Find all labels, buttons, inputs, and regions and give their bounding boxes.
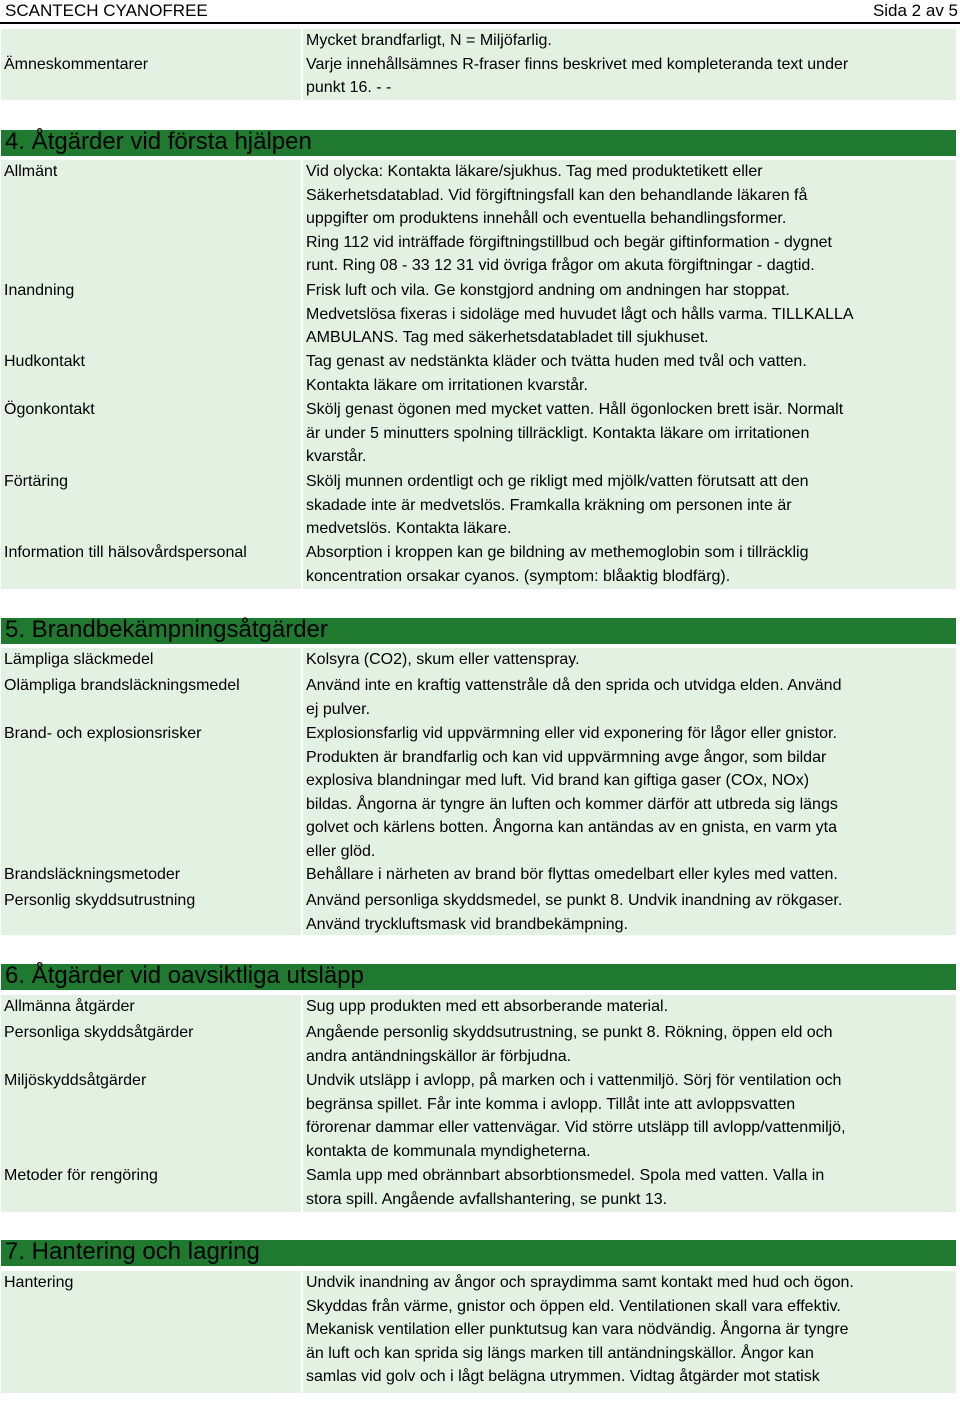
text-line: Använd inte en kraftig vattenstråle då den sprida och utvidga elden. Använd [306,677,842,694]
s5-value-metoder [303,863,956,889]
text-line: Skölj munnen ordentligt och ge rikligt med mjölk/vatten förutsatt att den [306,473,809,490]
text-line: Kolsyra (CO2), skum eller vattenspray. [306,651,580,668]
text-line: Kontakta läkare om irritationen kvarstår. [306,376,588,394]
text-line: Produkten är brandfarlig och kan vid uppvärmning avge ångor, som bildar [306,748,827,766]
s5-label-lampliga: Lämpliga släckmedel [1,648,301,674]
text-line: stora spill. Angående avfallshantering, se punkt 13. [306,1190,668,1208]
s6-label-rengoring: Metoder för rengöring [1,1164,301,1212]
text-line: Använd tryckluftsmask vid brandbekämpning. [306,915,628,933]
text-line: begränsa spillet. Får inte komma i avlopp. Tillåt inte att avloppsvatten [306,1095,796,1113]
s7-label-hantering: Hantering [1,1271,301,1393]
text-line: andra antändningskällor är förbjudna. [306,1047,572,1065]
s6-value-allmanna [303,995,956,1021]
s6-label-miljo: Miljöskyddsåtgärder [1,1069,301,1164]
text-line: Säkerhetsdatablad. Vid förgiftningsfall kan den behandlande läkaren få [306,186,808,204]
text-line: golvet och kärlens botten. Ångorna kan antändas av en gnista, en varm yta [306,819,837,837]
text-line: Ring 112 vid inträffade förgiftningstillbud och begär giftinformation - dygnet [306,233,832,251]
header-divider [0,22,960,24]
text-line: Medvetslösa fixeras i sidoläge med huvudet lågt och hålls varma. TILLKALLA [306,305,854,323]
text-line: Samla upp med obrännbart absorbtionsmedel. Spola med vatten. Valla in [306,1167,825,1184]
text-line: AMBULANS. Tag med säkerhetsdatabladet till sjukhuset. [306,329,709,347]
s5-value-skydd [303,889,956,935]
s6-value-rengoring [303,1164,956,1212]
section-5-title: 5. Brandbekämpningsåtgärder [5,616,328,643]
s4-label-inandning: Inandning [1,279,301,350]
s4-label-fortaring: Förtäring [1,470,301,541]
text-line: ej pulver. [306,700,371,718]
text-line: Varje innehållsämnes R-fraser finns beskrivet med kompleteranda text under [306,55,849,73]
text-line: uppgifter om produktens innehåll och eventuella behandlingsformer. [306,210,787,228]
text-line: än luft och kan sprida sig längs marken till antändningskällor. Ångor kan [306,1344,814,1362]
s4-value-ogonkontakt [303,398,956,470]
s4-value-hudkontakt [303,350,956,398]
text-line: är under 5 minutters spolning tillräckligt. Kontakta läkare om irritationen [306,424,810,442]
text-line: förorenar dammar eller vattenvägar. Vid större utsläpp till avlopp/vattenmiljö, [306,1119,846,1137]
text-line: koncentration orsakar cyanos. (symptom: blåaktig blodfärg). [306,567,731,585]
s5-label-skydd: Personlig skyddsutrustning [1,889,301,935]
s4-value-allmant [303,160,956,280]
text-line: explosiva blandningar med luft. Vid brand kan giftiga gaser (COx, NOx) [306,772,810,790]
s4-label-allmant: Allmänt [1,160,301,280]
text-line: Mycket brandfarligt, N = Miljöfarlig. [306,32,552,49]
s7-value-hantering [303,1271,956,1393]
s4-value-halsovard [303,541,956,589]
text-line: bildas. Ångorna är tyngre än luften och kommer därför att utbreda sig längs [306,795,838,813]
text-line: Angående personlig skyddsutrustning, se punkt 8. Rökning, öppen eld och [306,1024,833,1041]
s5-label-risker: Brand- och explosionsrisker [1,722,301,863]
text-line: skadade inte är medvetslös. Framkalla kräkning om personen inte är [306,496,792,514]
text-line: Mekanisk ventilation eller punktutsug kan vara nödvändig. Ångorna är tyngre [306,1321,849,1339]
intro-label: Ämneskommentarer [1,29,301,100]
text-line: Absorption i kroppen kan ge bildning av methemoglobin som i tillräcklig [306,544,809,561]
s6-value-personliga [303,1021,956,1069]
text-line: Tag genast av nedstänkta kläder och tvätta huden med tvål och vatten. [306,353,807,370]
text-line: Undvik utsläpp i avlopp, på marken och i vattenmiljö. Sörj för ventilation och [306,1072,842,1089]
document-title: SCANTECH CYANOFREE [5,1,208,20]
s5-value-risker [303,722,956,863]
text-line: Vid olycka: Kontakta läkare/sjukhus. Tag med produktetikett eller [306,163,763,180]
section-4-title: 4. Åtgärder vid första hjälpen [5,128,312,155]
s6-label-personliga: Personliga skyddsåtgärder [1,1021,301,1069]
text-line: Skyddas från värme, gnistor och öppen eld. Ventilationen skall vara effektiv. [306,1297,841,1315]
section-7-title: 7. Hantering och lagring [5,1238,260,1265]
page-header [0,0,960,22]
text-line: Skölj genast ögonen med mycket vatten. Håll ögonlocken brett isär. Normalt [306,401,844,418]
s5-label-olampliga: Olämpliga brandsläckningsmedel [1,674,301,722]
text-line: Frisk luft och vila. Ge konstgjord andning om andningen har stoppat. [306,282,790,299]
section-6-title: 6. Åtgärder vid oavsiktliga utsläpp [5,962,364,989]
s4-label-halsovard: Information till hälsovårdspersonal [1,541,301,589]
text-line: medvetslös. Kontakta läkare. [306,520,512,538]
text-line: samlas vid golv och i lågt belägna utrymmen. Vidtag åtgärder mot statisk [306,1368,820,1386]
s6-label-allmanna: Allmänna åtgärder [1,995,301,1021]
text-line: kontakta de kommunala myndigheterna. [306,1142,591,1160]
s5-value-lampliga [303,648,956,674]
text-line: Behållare i närheten av brand bör flyttas omedelbart eller kyles med vatten. [306,866,838,883]
text-line: Explosionsfarlig vid uppvärmning eller vid exponering för lågor eller gnistor. [306,725,837,742]
text-line: Undvik inandning av ångor och spraydimma samt kontakt med hud och ögon. [306,1274,854,1291]
s5-label-metoder: Brandsläckningsmetoder [1,863,301,889]
text-line: punkt 16. - - [306,79,392,97]
page-number: Sida 2 av 5 [872,1,958,20]
text-line: kvarstår. [306,448,367,466]
s4-label-ogonkontakt: Ögonkontakt [1,398,301,470]
s4-label-hudkontakt: Hudkontakt [1,350,301,398]
text-line: eller glöd. [306,842,376,860]
s5-value-olampliga [303,674,956,722]
intro-value [303,29,956,100]
s4-value-fortaring [303,470,956,541]
text-line: runt. Ring 08 - 33 12 31 vid övriga frågor om akuta förgiftningar - dagtid. [306,257,815,275]
text-line: Använd personliga skyddsmedel, se punkt 8. Undvik inandning av rökgaser. [306,892,843,909]
s4-value-inandning [303,279,956,350]
s6-value-miljo [303,1069,956,1164]
text-line: Sug upp produkten med ett absorberande material. [306,998,669,1015]
